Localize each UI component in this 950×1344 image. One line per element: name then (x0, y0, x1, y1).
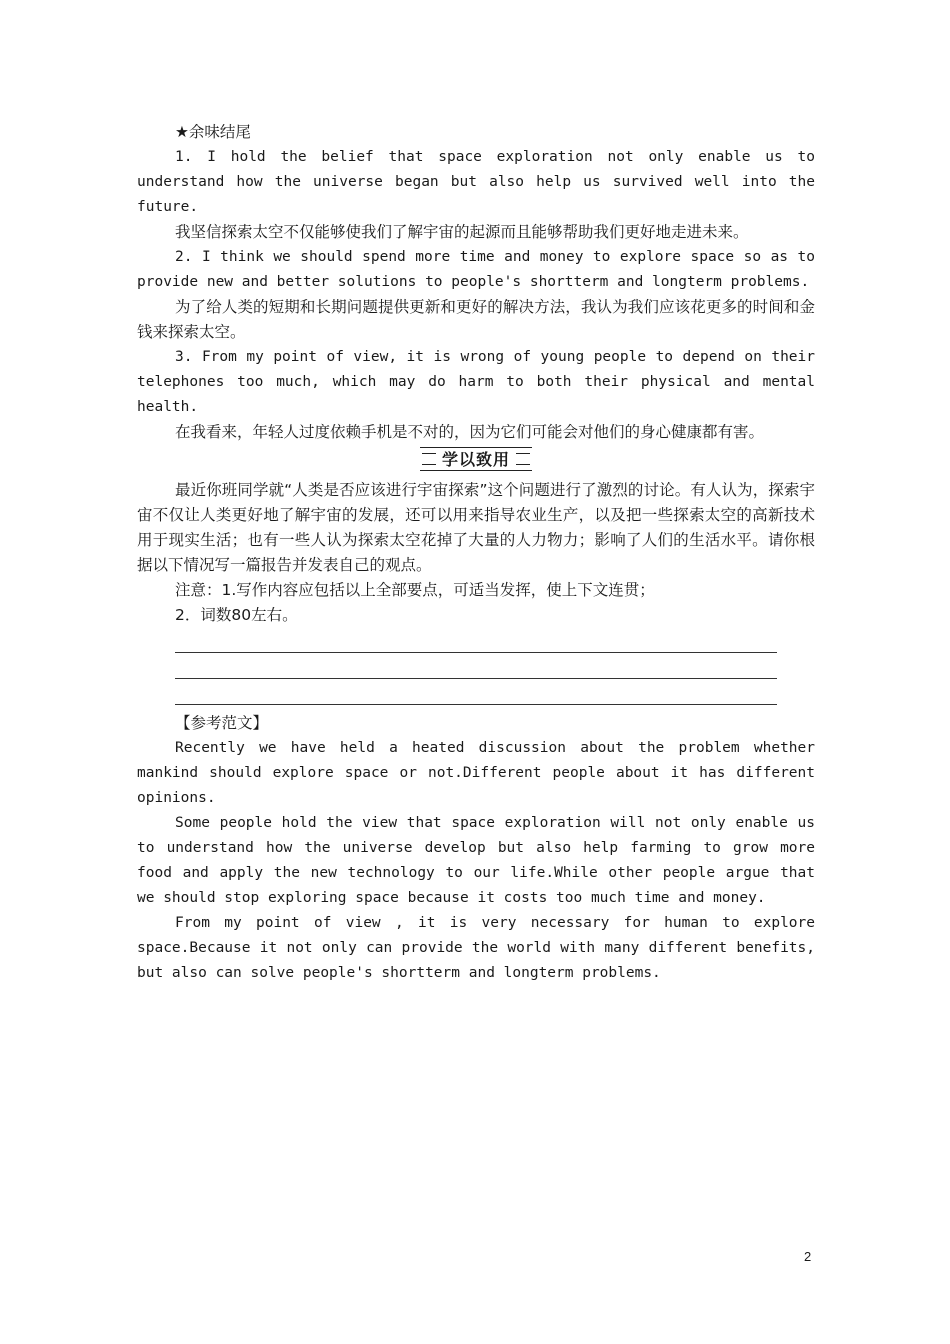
reference-heading: 【参考范文】 (175, 714, 269, 732)
banner-right-ornament (516, 453, 530, 465)
sentence-en-2: 2. I think we should spend more time and money to explore space so as to provide new and better solutions to people's shortterm and longterm problems. (137, 249, 815, 290)
practice-note-2: 2．词数80左右。 (175, 606, 298, 624)
practice-banner-title: 学以致用 (441, 449, 510, 469)
sentence-zh-1: 我坚信探索太空不仅能够使我们了解宇宙的起源而且能够帮助我们更好地走进未来。 (175, 223, 749, 241)
practice-note-1: 注意：1.写作内容应包括以上全部要点，可适当发挥，使上下文连贯； (175, 581, 655, 599)
section-heading-ending: ★余味结尾 (175, 123, 251, 141)
answer-line (175, 628, 777, 653)
sentence-zh-3: 在我看来，年轻人过度依赖手机是不对的，因为它们可能会对他们的身心健康都有害。 (175, 423, 765, 441)
banner-left-ornament (422, 453, 436, 465)
reference-paragraph-2: Some people hold the view that space exploration will not only enable us to understand how the universe develop but also help farming to grow more food and apply the new technology to our life.While other people argue that we should stop exploring space because it costs too much time and money. (137, 815, 815, 906)
answer-lines (175, 628, 777, 705)
content-body (137, 120, 815, 986)
answer-line (175, 680, 777, 705)
page-number: 2 (804, 1249, 812, 1264)
practice-prompt: 最近你班同学就“人类是否应该进行宇宙探索”这个问题进行了激烈的讨论。有人认为，探索宇宙不仅让人类更好地了解宇宙的发展，还可以用来指导农业生产，以及把一些探索太空的高新技术用于现实生活；也有一些人认为探索太空花掉了大量的人力物力；影响了人们的生活水平。请你根据以下情况写一篇报告并发表自己的观点。 (137, 481, 815, 574)
reference-paragraph-3: From my point of view , it is very necessary for human to explore space.Because it not only can provide the world with many different benefits, but also can solve people's shortterm and longterm problems. (137, 915, 815, 981)
answer-line (175, 654, 777, 679)
practice-banner (137, 447, 815, 474)
sentence-en-3: 3. From my point of view, it is wrong of young people to depend on their telephones too much, which may do harm to both their physical and mental health. (137, 349, 815, 415)
reference-paragraph-1: Recently we have held a heated discussion about the problem whether mankind should explore space or not.Different people about it has different opinions. (137, 740, 815, 806)
sentence-en-1: 1. I hold the belief that space exploration not only enable us to understand how the universe began but also help us survived well into the future. (137, 149, 815, 215)
sentence-zh-2: 为了给人类的短期和长期问题提供更新和更好的解决方法，我认为我们应该花更多的时间和金钱来探索太空。 (137, 298, 815, 341)
